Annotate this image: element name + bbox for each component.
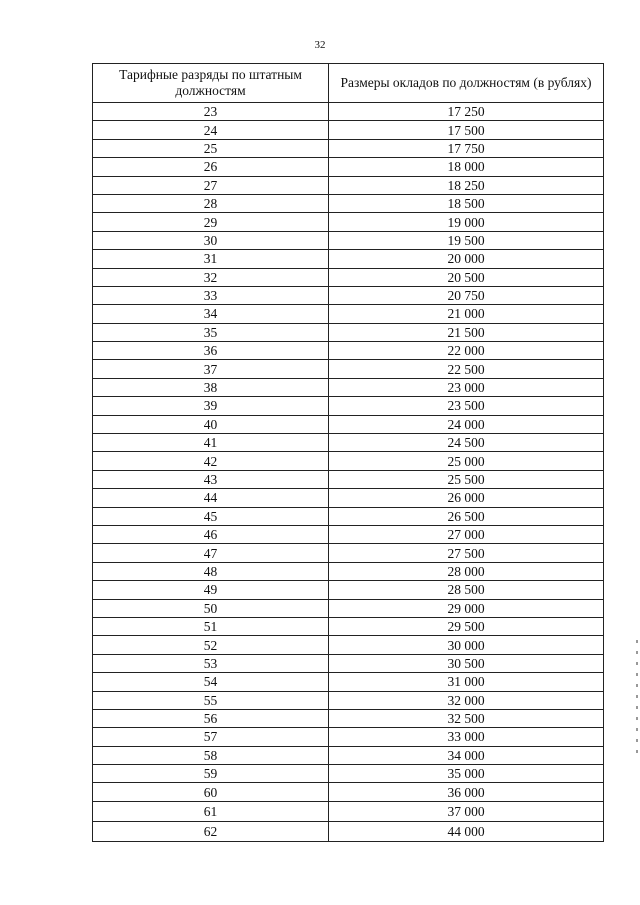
- salary-cell: 20 000: [329, 250, 604, 268]
- salary-cell: 23 000: [329, 378, 604, 396]
- table-row: [93, 709, 604, 727]
- table-row: [93, 415, 604, 433]
- salary-cell: 30 500: [329, 654, 604, 672]
- table-header-row: [93, 64, 604, 103]
- grade-cell: 45: [93, 507, 329, 525]
- salary-cell: 24 000: [329, 415, 604, 433]
- grade-cell: 62: [93, 821, 329, 841]
- salary-cell: 25 000: [329, 452, 604, 470]
- grade-cell: 24: [93, 121, 329, 139]
- grade-cell: 60: [93, 783, 329, 801]
- grade-cell: 35: [93, 323, 329, 341]
- table-row: [93, 525, 604, 543]
- grade-cell: 58: [93, 746, 329, 764]
- table-row: [93, 746, 604, 764]
- grade-cell: 33: [93, 286, 329, 304]
- table-row: [93, 194, 604, 212]
- grade-cell: 29: [93, 213, 329, 231]
- table-row: [93, 268, 604, 286]
- grade-cell: 51: [93, 617, 329, 635]
- grade-cell: 59: [93, 765, 329, 783]
- grade-cell: 39: [93, 397, 329, 415]
- grade-cell: 52: [93, 636, 329, 654]
- salary-cell: 18 500: [329, 194, 604, 212]
- grade-cell: 38: [93, 378, 329, 396]
- header-salary: Размеры окладов по должностям (в рублях): [329, 64, 604, 103]
- grade-cell: 26: [93, 158, 329, 176]
- table-row: [93, 176, 604, 194]
- table-row: [93, 821, 604, 841]
- salary-cell: 18 250: [329, 176, 604, 194]
- salary-cell: 19 000: [329, 213, 604, 231]
- salary-cell: 18 000: [329, 158, 604, 176]
- table-row: [93, 342, 604, 360]
- salary-cell: 22 500: [329, 360, 604, 378]
- salary-cell: 26 500: [329, 507, 604, 525]
- salary-cell: 17 250: [329, 103, 604, 121]
- grade-cell: 56: [93, 709, 329, 727]
- scan-artifact: [636, 640, 638, 760]
- grade-cell: 27: [93, 176, 329, 194]
- salary-cell: 29 500: [329, 617, 604, 635]
- page-number: 32: [314, 39, 326, 51]
- table-row: [93, 470, 604, 488]
- salary-cell: 26 000: [329, 489, 604, 507]
- salary-cell: 32 000: [329, 691, 604, 709]
- salary-cell: 28 000: [329, 562, 604, 580]
- salary-cell: 28 500: [329, 581, 604, 599]
- salary-cell: 31 000: [329, 673, 604, 691]
- table-row: [93, 728, 604, 746]
- grade-cell: 57: [93, 728, 329, 746]
- salary-cell: 23 500: [329, 397, 604, 415]
- table-row: [93, 654, 604, 672]
- table-row: [93, 213, 604, 231]
- grade-cell: 25: [93, 139, 329, 157]
- table-row: [93, 360, 604, 378]
- salary-cell: 24 500: [329, 434, 604, 452]
- grade-cell: 36: [93, 342, 329, 360]
- salary-cell: 35 000: [329, 765, 604, 783]
- salary-cell: 29 000: [329, 599, 604, 617]
- table-row: [93, 636, 604, 654]
- table-row: [93, 691, 604, 709]
- table-row: [93, 158, 604, 176]
- grade-cell: 23: [93, 103, 329, 121]
- table-row: [93, 139, 604, 157]
- grade-cell: 43: [93, 470, 329, 488]
- salary-cell: 22 000: [329, 342, 604, 360]
- table-row: [93, 617, 604, 635]
- salary-cell: 20 750: [329, 286, 604, 304]
- grade-cell: 54: [93, 673, 329, 691]
- table-row: [93, 397, 604, 415]
- grade-cell: 61: [93, 801, 329, 821]
- grade-cell: 41: [93, 434, 329, 452]
- table-row: [93, 305, 604, 323]
- table-row: [93, 599, 604, 617]
- table-row: [93, 121, 604, 139]
- table-row: [93, 286, 604, 304]
- salary-cell: 30 000: [329, 636, 604, 654]
- grade-cell: 32: [93, 268, 329, 286]
- salary-cell: 32 500: [329, 709, 604, 727]
- grade-cell: 44: [93, 489, 329, 507]
- table-body: [93, 103, 604, 842]
- grade-cell: 31: [93, 250, 329, 268]
- grade-cell: 40: [93, 415, 329, 433]
- salary-cell: 21 500: [329, 323, 604, 341]
- table-row: [93, 250, 604, 268]
- grade-cell: 42: [93, 452, 329, 470]
- table-row: [93, 544, 604, 562]
- table-row: [93, 765, 604, 783]
- salary-cell: 17 750: [329, 139, 604, 157]
- header-grade: Тарифные разряды по штатным должностям: [93, 64, 329, 103]
- salary-cell: 34 000: [329, 746, 604, 764]
- table-row: [93, 323, 604, 341]
- salary-cell: 27 500: [329, 544, 604, 562]
- salary-cell: 36 000: [329, 783, 604, 801]
- grade-cell: 53: [93, 654, 329, 672]
- table-row: [93, 231, 604, 249]
- grade-cell: 30: [93, 231, 329, 249]
- table-row: [93, 489, 604, 507]
- grade-cell: 34: [93, 305, 329, 323]
- salary-cell: 27 000: [329, 525, 604, 543]
- salary-cell: 33 000: [329, 728, 604, 746]
- table-row: [93, 673, 604, 691]
- grade-cell: 48: [93, 562, 329, 580]
- table-row: [93, 452, 604, 470]
- table-row: [93, 434, 604, 452]
- table-row: [93, 801, 604, 821]
- grade-cell: 50: [93, 599, 329, 617]
- table-row: [93, 581, 604, 599]
- salary-cell: 19 500: [329, 231, 604, 249]
- salary-cell: 20 500: [329, 268, 604, 286]
- table-row: [93, 507, 604, 525]
- salary-table: [92, 63, 604, 842]
- grade-cell: 47: [93, 544, 329, 562]
- table-row: [93, 783, 604, 801]
- grade-cell: 46: [93, 525, 329, 543]
- salary-cell: 37 000: [329, 801, 604, 821]
- table-row: [93, 562, 604, 580]
- grade-cell: 55: [93, 691, 329, 709]
- grade-cell: 37: [93, 360, 329, 378]
- salary-cell: 25 500: [329, 470, 604, 488]
- table-row: [93, 103, 604, 121]
- salary-cell: 21 000: [329, 305, 604, 323]
- grade-cell: 49: [93, 581, 329, 599]
- salary-cell: 17 500: [329, 121, 604, 139]
- table-row: [93, 378, 604, 396]
- salary-cell: 44 000: [329, 821, 604, 841]
- grade-cell: 28: [93, 194, 329, 212]
